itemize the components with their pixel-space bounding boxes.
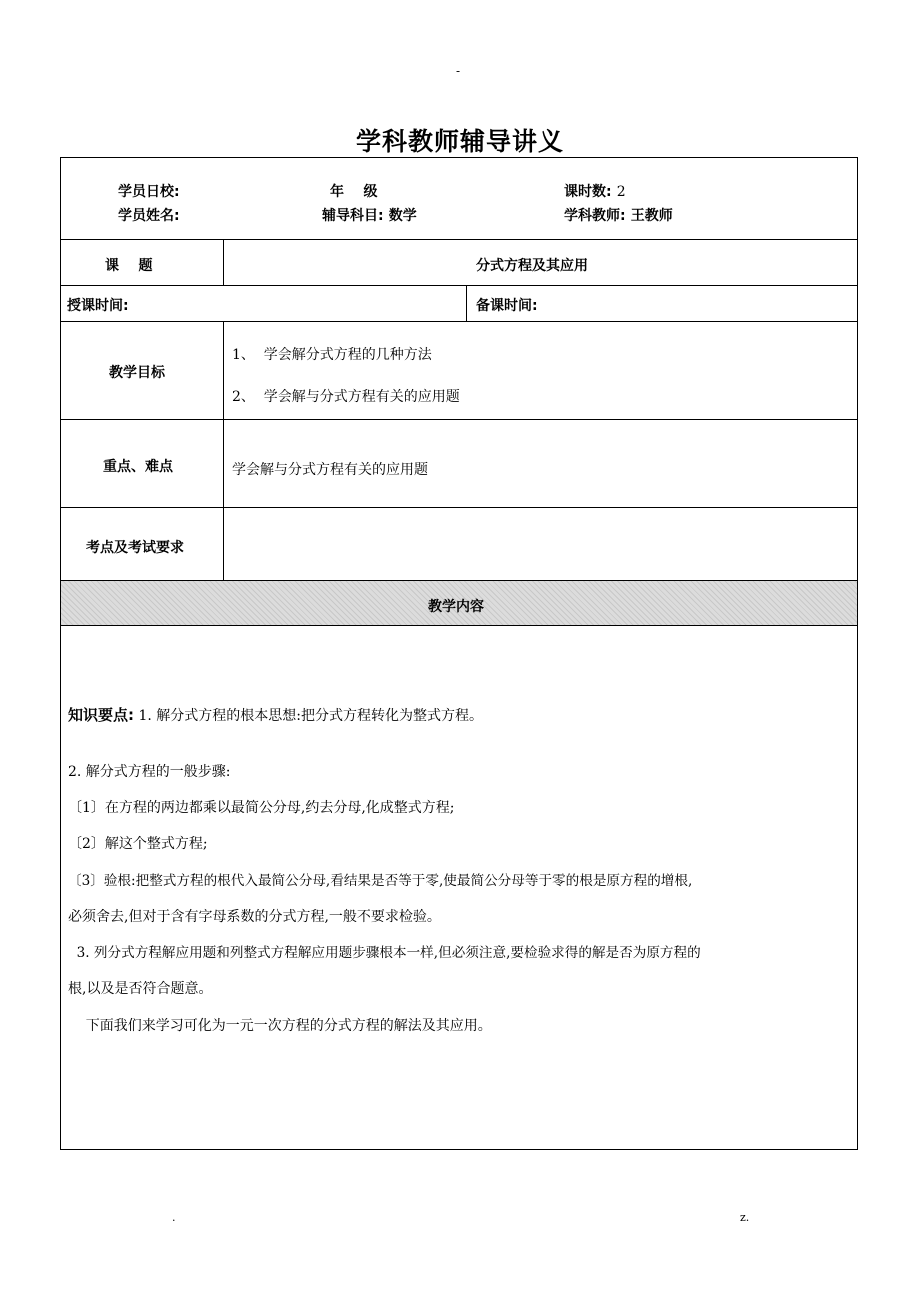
content-line: 下面我们来学习可化为一元一次方程的分式方程的解法及其应用。	[68, 1018, 492, 1034]
row-divider	[60, 285, 858, 286]
subject-label: 辅导科目:	[322, 208, 384, 224]
subject-value: 数学	[388, 208, 417, 224]
topic-label: 课 题	[105, 258, 153, 274]
lecture-form-table	[60, 157, 858, 1150]
key-points-label: 重点、难点	[103, 459, 173, 475]
goal-item: 2、 学会解与分式方程有关的应用题	[232, 389, 460, 405]
teacher-label: 学科教师:	[564, 208, 626, 224]
goal-item: 1、 学会解分式方程的几种方法	[232, 347, 432, 363]
grade-label: 年 级	[330, 184, 378, 200]
content-line: 根,以及是否符合题意。	[68, 981, 213, 997]
subject-field	[322, 205, 417, 225]
key-points-value: 学会解与分式方程有关的应用题	[232, 462, 428, 478]
school-label: 学员日校:	[118, 184, 180, 200]
column-divider	[223, 321, 224, 580]
knowledge-label: 知识要点:	[68, 706, 134, 724]
topic-value: 分式方程及其应用	[476, 258, 588, 274]
footer-right: z.	[740, 1211, 750, 1224]
row-divider	[60, 419, 858, 420]
content-line: 2. 解分式方程的一般步骤:	[68, 764, 231, 780]
content-line: 3. 列分式方程解应用题和列整式方程解应用题步骤根本一样,但必须注意,要检验求得的解是否为原方程的	[68, 945, 701, 961]
teach-time-label: 授课时间:	[67, 298, 129, 314]
hours-label: 课时数:	[564, 184, 612, 200]
content-line: 〔3〕验根:把整式方程的根代入最简公分母,看结果是否等于零,使最简公分母等于零的根是原方程的增根,	[68, 873, 693, 889]
goals-label: 教学目标	[109, 365, 165, 381]
content-line: 〔2〕解这个整式方程;	[68, 836, 208, 852]
name-label: 学员姓名:	[118, 208, 180, 224]
hours-field	[564, 181, 626, 201]
teacher-value: 王教师	[630, 208, 673, 224]
row-divider	[60, 239, 858, 240]
exam-label: 考点及考试要求	[86, 540, 184, 556]
hours-value: 2	[616, 184, 626, 200]
knowledge-text: 1. 解分式方程的根本思想:把分式方程转化为整式方程。	[134, 708, 483, 724]
content-header: 教学内容	[428, 599, 484, 615]
knowledge-point-1	[68, 705, 483, 726]
column-divider	[466, 285, 467, 321]
row-divider	[60, 625, 858, 626]
row-divider	[60, 321, 858, 322]
content-line: 〔1〕在方程的两边都乘以最简公分母,约去分母,化成整式方程;	[68, 800, 455, 816]
row-divider	[60, 507, 858, 508]
prep-time-label: 备课时间:	[476, 298, 538, 314]
header-mark: -	[456, 64, 461, 78]
content-line: 必须舍去,但对于含有字母系数的分式方程,一般不要求检验。	[68, 909, 441, 925]
column-divider	[223, 239, 224, 285]
teacher-field	[564, 205, 673, 225]
footer-left: .	[172, 1211, 176, 1224]
page-title: 学科教师辅导讲义	[355, 127, 564, 156]
